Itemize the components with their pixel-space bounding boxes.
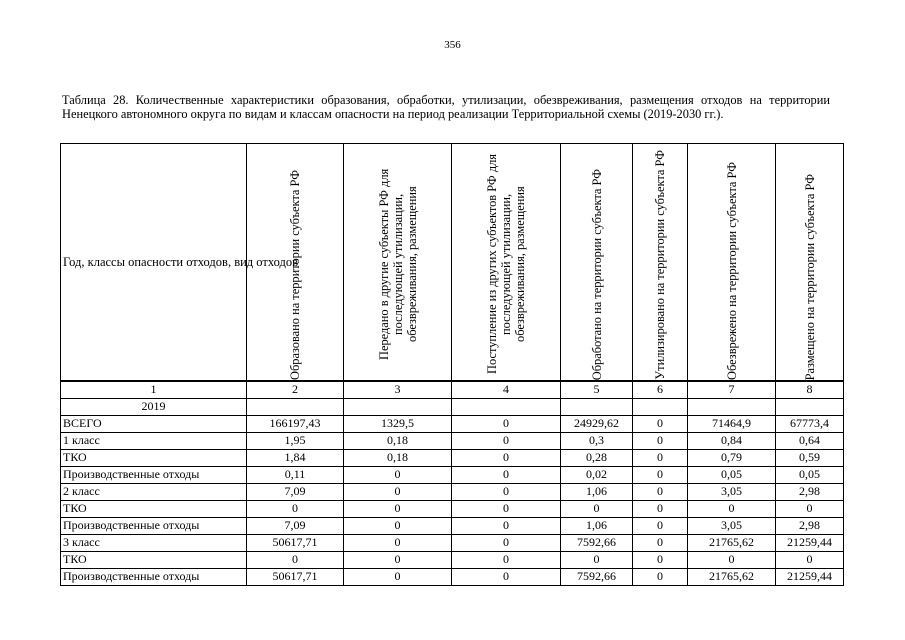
table-cell: 0 [344,569,452,586]
column-number: 3 [344,381,452,399]
table-cell [776,399,844,416]
header-row [61,144,844,382]
table-cell: 0 [633,501,688,518]
column-number-row [61,381,844,399]
table-row [61,450,844,467]
table-cell [247,399,344,416]
row-label: Производственные отходы [61,467,247,484]
table-cell: 0,02 [561,467,633,484]
row-label: ВСЕГО [61,416,247,433]
table-cell: 3,05 [688,518,776,535]
table-cell: 0 [633,467,688,484]
table-cell: 1,84 [247,450,344,467]
table-cell: 67773,4 [776,416,844,433]
table-row [61,518,844,535]
table-cell: 50617,71 [247,569,344,586]
table-cell: 3,05 [688,484,776,501]
table-cell: 0 [452,501,561,518]
table-cell: 0 [344,518,452,535]
row-label: ТКО [61,450,247,467]
table-caption: Таблица 28. Количественные характеристики образования, обработки, утилизации, обезвреживания, размещения отходов на территории Ненецкого автономного округа по видам и классам опасности на период реализации Территориальной схемы (2019-2030 гг.). [62,93,830,121]
table-cell: 0,18 [344,433,452,450]
table-cell: 0 [247,552,344,569]
table-row [61,552,844,569]
table-cell: 0 [452,518,561,535]
table-row [61,467,844,484]
table-cell: 2,98 [776,518,844,535]
row-label: Производственные отходы [61,569,247,586]
table-cell: 1,06 [561,484,633,501]
column-number: 1 [61,381,247,399]
table-cell: 0 [344,467,452,484]
table-cell: 0,28 [561,450,633,467]
row-label: Производственные отходы [61,518,247,535]
table-cell: 7592,66 [561,569,633,586]
table-row [61,484,844,501]
table-cell: 0 [688,501,776,518]
table-cell: 21259,44 [776,535,844,552]
table-cell: 0 [776,501,844,518]
table-row [61,535,844,552]
column-header: Обезврежено на территории субъекта РФ [688,144,776,382]
table-cell: 0 [688,552,776,569]
table-cell: 21259,44 [776,569,844,586]
row-label: 3 класс [61,535,247,552]
table-cell: 7,09 [247,484,344,501]
table-cell: 21765,62 [688,535,776,552]
column-header: Утилизировано на территории субъекта РФ [633,144,688,382]
table-cell: 0 [633,535,688,552]
table-cell: 21765,62 [688,569,776,586]
table-cell: 1,06 [561,518,633,535]
table-cell: 0 [344,501,452,518]
table-cell: 0 [452,552,561,569]
table-cell: 0 [633,518,688,535]
table-cell: 2,98 [776,484,844,501]
table-cell: 0 [452,433,561,450]
table-cell: 7592,66 [561,535,633,552]
column-number: 8 [776,381,844,399]
table-cell: 0 [561,552,633,569]
table-cell: 0 [344,535,452,552]
table-cell: 0 [452,450,561,467]
table-cell: 1,95 [247,433,344,450]
table-cell: 0 [247,501,344,518]
column-number: 5 [561,381,633,399]
table-cell: 0 [452,416,561,433]
table-cell: 0 [633,450,688,467]
table-cell: 0,59 [776,450,844,467]
table-cell: 0 [344,552,452,569]
column-header: Поступление из других субъектов РФ для последующей утилизации, обезвреживания, размещения [452,144,561,382]
row-label: ТКО [61,501,247,518]
table-cell: 0 [633,433,688,450]
table-cell: 0,64 [776,433,844,450]
column-header: Образовано на территории субъекта РФ [247,144,344,382]
table-cell: 7,09 [247,518,344,535]
table-cell: 0 [633,569,688,586]
table-row [61,433,844,450]
column-number: 4 [452,381,561,399]
year-label: 2019 [61,399,247,416]
table-cell: 0 [452,535,561,552]
row-label: ТКО [61,552,247,569]
waste-table [60,143,844,586]
table-cell: 0 [633,552,688,569]
column-header: Размещено на территории субъекта РФ [776,144,844,382]
table-cell [561,399,633,416]
column-number: 2 [247,381,344,399]
table-cell: 0 [452,467,561,484]
column-number: 7 [688,381,776,399]
column-number: 6 [633,381,688,399]
column-header: Обработано на территории субъекта РФ [561,144,633,382]
table-cell: 0,05 [688,467,776,484]
table-cell: 24929,62 [561,416,633,433]
table-cell: 0 [452,569,561,586]
table-cell: 50617,71 [247,535,344,552]
column-header: Год, классы опасности отходов, вид отходов [61,144,247,382]
table-cell: 0,84 [688,433,776,450]
column-header: Передано в другие субъекты РФ для последующей утилизации, обезвреживания, размещения [344,144,452,382]
table-cell: 0 [633,484,688,501]
table-cell: 0,11 [247,467,344,484]
table-cell [633,399,688,416]
table-cell: 0 [452,484,561,501]
table-cell: 0 [561,501,633,518]
table-cell: 0,79 [688,450,776,467]
table-cell: 71464,9 [688,416,776,433]
page-number: 356 [444,39,461,51]
table-cell: 0,05 [776,467,844,484]
table-row [61,501,844,518]
table-cell: 0,18 [344,450,452,467]
table-cell: 0,3 [561,433,633,450]
table-row [61,416,844,433]
table-cell: 0 [776,552,844,569]
table-cell: 1329,5 [344,416,452,433]
row-label: 2 класс [61,484,247,501]
table-cell: 166197,43 [247,416,344,433]
table-cell [688,399,776,416]
table-cell: 0 [633,416,688,433]
table-cell: 0 [344,484,452,501]
table-row [61,569,844,586]
year-row [61,399,844,416]
row-label: 1 класс [61,433,247,450]
table-cell [344,399,452,416]
table-cell [452,399,561,416]
